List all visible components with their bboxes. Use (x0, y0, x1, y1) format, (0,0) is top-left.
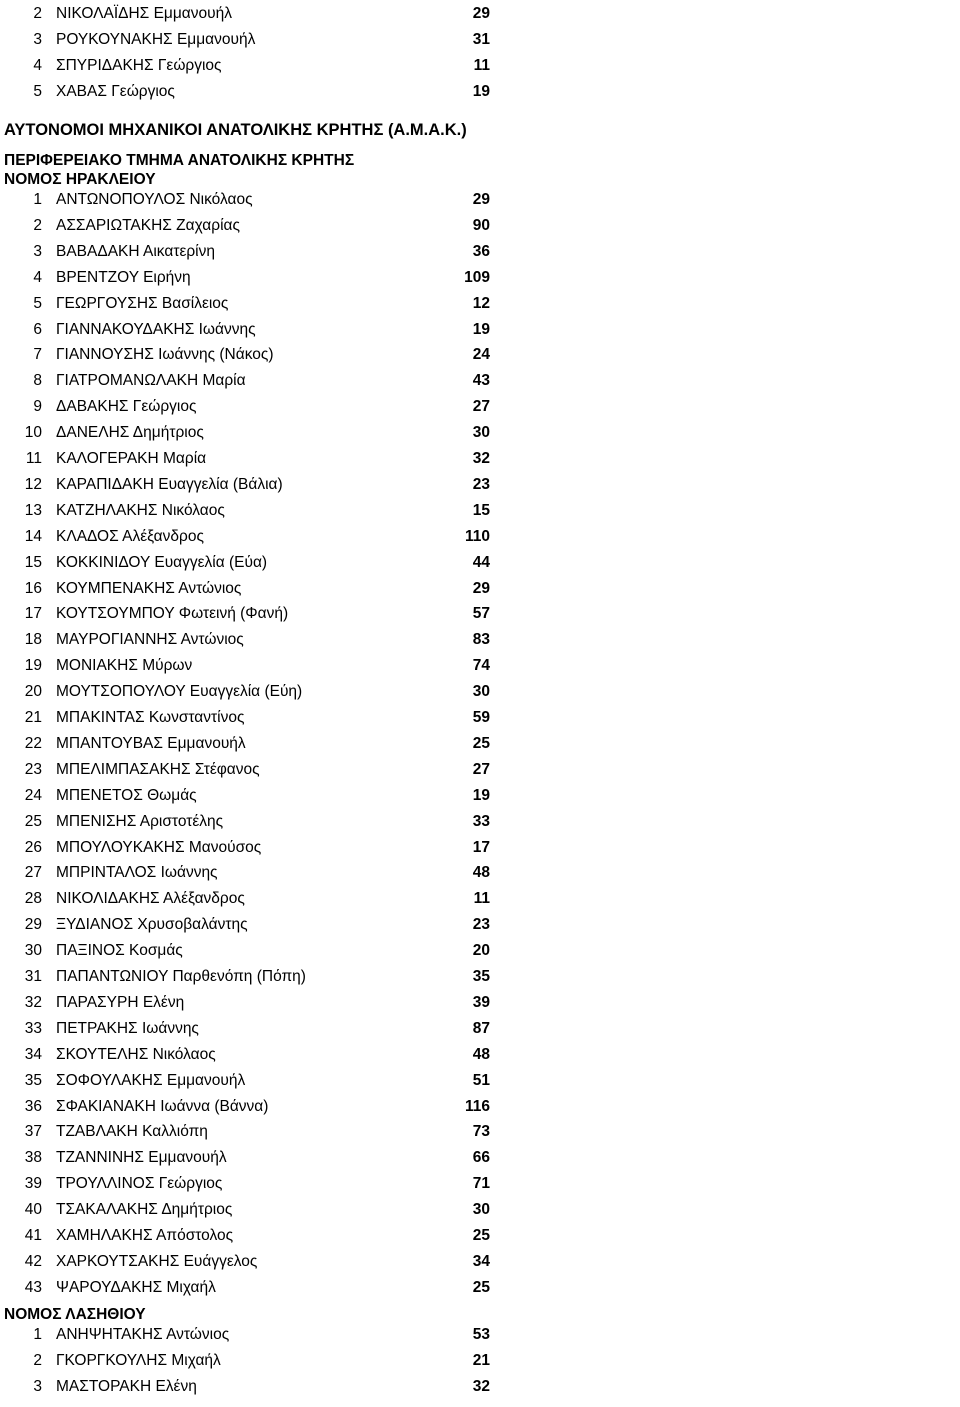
candidate-name: ΜΑΣΤΟΡΑΚΗ Ελένη (56, 1377, 197, 1395)
candidate-number: 5 (33, 82, 42, 100)
candidate-number: 3 (33, 30, 42, 48)
candidate-votes: 87 (472, 1019, 490, 1037)
candidate-number: 11 (25, 450, 42, 467)
candidate-row (0, 1016, 960, 1042)
candidate-name: ΧΑΜΗΛΑΚΗΣ Απόστολος (56, 1227, 234, 1244)
candidate-row (0, 886, 960, 912)
candidate-name: ΚΟΥΤΣΟΥΜΠΟΥ Φωτεινή (Φανή) (56, 605, 289, 623)
candidate-number: 40 (24, 1201, 42, 1219)
candidate-name: ΤΖΑΝΝΙΝΗΣ Εμμανουήλ (56, 1149, 227, 1167)
candidate-name: ΠΑΞΙΝΟΣ Κοσμάς (56, 942, 183, 960)
candidate-number: 18 (24, 631, 42, 649)
candidate-number: 23 (24, 760, 42, 778)
candidate-row (0, 809, 960, 835)
candidate-votes: 110 (464, 527, 490, 545)
candidate-number: 6 (33, 320, 42, 338)
candidate-number: 9 (33, 398, 42, 416)
candidate-number: 38 (24, 1149, 42, 1167)
candidate-row (0, 1374, 960, 1400)
candidate-row (0, 213, 960, 239)
candidate-name: ΜΠΑΚΙΝΤΑΣ Κωνσταντίνος (56, 709, 245, 726)
candidate-votes: 32 (472, 450, 490, 467)
candidate-votes: 25 (472, 1227, 490, 1244)
candidate-number: 41 (24, 1227, 42, 1244)
candidate-votes: 11 (473, 890, 490, 908)
candidate-votes: 39 (472, 993, 490, 1011)
candidate-row (0, 79, 960, 105)
candidate-number: 8 (33, 372, 42, 390)
candidate-number: 3 (33, 1377, 42, 1395)
candidate-row (0, 860, 960, 886)
candidate-name: ΓΙΑΝΝΟΥΣΗΣ Ιωάννης (Νάκος) (56, 346, 274, 364)
candidate-votes: 11 (473, 56, 490, 74)
candidate-number: 28 (24, 890, 42, 908)
candidate-name: ΝΙΚΟΛΙΔΑΚΗΣ Αλέξανδρος (56, 890, 245, 908)
candidate-row (0, 1068, 960, 1094)
candidate-votes: 29 (472, 579, 490, 597)
candidate-number: 7 (33, 346, 42, 364)
candidate-row (0, 342, 960, 368)
candidate-name: ΚΛΑΔΟΣ Αλέξανδρος (56, 527, 204, 545)
candidate-number: 13 (24, 501, 42, 519)
candidate-votes: 21 (472, 1351, 490, 1369)
candidate-name: ΜΠΕΝΕΤΟΣ Θωμάς (56, 786, 197, 804)
prefecture-lasithi-title: ΝΟΜΟΣ ΛΑΣΗΘΙΟΥ (4, 1306, 146, 1323)
candidate-row (0, 1171, 960, 1197)
candidate-row (0, 757, 960, 783)
candidate-name: ΓΚΟΡΓΚΟΥΛΗΣ Μιχαήλ (56, 1351, 221, 1369)
candidate-votes: 33 (472, 812, 490, 830)
candidate-votes: 27 (472, 760, 490, 778)
candidate-votes: 30 (472, 683, 490, 701)
candidate-number: 10 (24, 424, 42, 442)
candidate-votes: 35 (472, 968, 490, 985)
candidate-name: ΣΠΥΡΙΔΑΚΗΣ Γεώργιος (56, 56, 222, 74)
candidate-votes: 73 (472, 1123, 490, 1141)
candidate-row (0, 601, 960, 627)
candidate-row (0, 1223, 960, 1249)
candidate-votes: 36 (472, 242, 490, 260)
candidate-name: ΠΑΠΑΝΤΩΝΙΟΥ Παρθενόπη (Πόπη) (56, 968, 306, 985)
candidate-name: ΓΕΩΡΓΟΥΣΗΣ Βασίλειος (56, 294, 229, 312)
candidate-name: ΜΠΕΛΙΜΠΑΣΑΚΗΣ Στέφανος (56, 760, 260, 778)
candidate-name: ΜΑΥΡΟΓΙΑΝΝΗΣ Αντώνιος (56, 631, 244, 649)
region-title: ΠΕΡΙΦΕΡΕΙΑΚΟ ΤΜΗΜΑ ΑΝΑΤΟΛΙΚΗΣ ΚΡΗΤΗΣ (4, 152, 355, 169)
candidate-votes: 34 (472, 1252, 490, 1270)
candidate-number: 34 (24, 1045, 42, 1063)
candidate-number: 3 (33, 242, 42, 260)
candidate-votes: 31 (472, 30, 490, 48)
candidate-votes: 57 (472, 605, 490, 623)
candidate-name: ΣΚΟΥΤΕΛΗΣ Νικόλαος (56, 1045, 216, 1063)
candidate-name: ΔΑΝΕΛΗΣ Δημήτριος (56, 424, 204, 442)
candidate-row (0, 239, 960, 265)
candidate-votes: 116 (464, 1097, 490, 1115)
candidate-number: 20 (24, 683, 42, 701)
candidate-name: ΤΡΟΥΛΛΙΝΟΣ Γεώργιος (56, 1175, 223, 1193)
candidate-votes: 30 (472, 1201, 490, 1219)
candidate-row (0, 990, 960, 1016)
candidate-votes: 24 (472, 346, 490, 364)
candidate-row (0, 1275, 960, 1301)
candidate-votes: 25 (472, 734, 490, 752)
candidate-name: ΜΠΟΥΛΟΥΚΑΚΗΣ Μανούσος (56, 838, 262, 856)
candidate-votes: 48 (472, 864, 490, 882)
candidate-number: 2 (33, 216, 42, 234)
candidate-name: ΜΠΕΝΙΣΗΣ Αριστοτέλης (56, 812, 224, 830)
candidate-name: ΒΡΕΝΤΖΟΥ Ειρήνη (56, 268, 191, 286)
candidate-row (0, 1322, 960, 1348)
candidate-row (0, 524, 960, 550)
candidate-row (0, 446, 960, 472)
candidate-row (0, 550, 960, 576)
candidate-votes: 44 (472, 553, 490, 571)
candidate-name: ΚΑΤΖΗΛΑΚΗΣ Νικόλαος (56, 501, 225, 519)
candidate-name: ΑΝΤΩΝΟΠΟΥΛΟΣ Νικόλαος (56, 191, 253, 208)
candidate-number: 21 (24, 709, 42, 726)
candidate-row (0, 27, 960, 53)
candidate-votes: 43 (472, 372, 490, 390)
candidate-name: ΚΟΥΜΠΕΝΑΚΗΣ Αντώνιος (56, 579, 242, 597)
candidate-row (0, 705, 960, 731)
candidate-name: ΝΙΚΟΛΑΪΔΗΣ Εμμανουήλ (56, 5, 232, 22)
candidate-number: 31 (24, 968, 42, 985)
candidate-name: ΞΥΔΙΑΝΟΣ Χρυσοβαλάντης (56, 916, 248, 934)
candidate-number: 22 (24, 734, 42, 752)
candidate-row (0, 187, 960, 213)
candidate-row (0, 368, 960, 394)
candidate-number: 26 (24, 838, 42, 856)
candidate-row (0, 783, 960, 809)
candidate-name: ΜΟΝΙΑΚΗΣ Μύρων (56, 657, 193, 675)
candidate-number: 29 (24, 916, 42, 934)
candidate-votes: 32 (472, 1377, 490, 1395)
candidate-votes: 25 (472, 1278, 490, 1296)
candidate-row (0, 498, 960, 524)
candidate-votes: 29 (472, 191, 490, 208)
candidate-number: 2 (33, 1351, 42, 1369)
candidate-votes: 17 (472, 838, 490, 856)
candidate-name: ΠΕΤΡΑΚΗΣ Ιωάννης (56, 1019, 199, 1037)
candidate-number: 14 (24, 527, 42, 545)
candidate-name: ΔΑΒΑΚΗΣ Γεώργιος (56, 398, 197, 416)
candidate-votes: 19 (472, 320, 490, 338)
candidate-row (0, 1197, 960, 1223)
candidate-number: 35 (24, 1071, 42, 1089)
candidate-votes: 48 (472, 1045, 490, 1063)
candidate-row (0, 1249, 960, 1275)
candidate-name: ΒΑΒΑΔΑΚΗ Αικατερίνη (56, 242, 215, 260)
candidate-votes: 74 (472, 657, 490, 675)
candidate-row (0, 394, 960, 420)
candidate-number: 32 (24, 993, 42, 1011)
candidate-votes: 109 (464, 268, 490, 286)
candidate-number: 24 (24, 786, 42, 804)
candidate-votes: 23 (472, 475, 490, 493)
candidate-name: ΧΑΒΑΣ Γεώργιος (56, 82, 175, 100)
candidate-name: ΡΟΥΚΟΥΝΑΚΗΣ Εμμανουήλ (56, 30, 256, 48)
candidate-row (0, 1119, 960, 1145)
candidate-name: ΑΣΣΑΡΙΩΤΑΚΗΣ Ζαχαρίας (56, 216, 240, 234)
candidate-votes: 71 (472, 1175, 490, 1193)
candidate-name: ΚΑΛΟΓΕΡΑΚΗ Μαρία (56, 450, 207, 467)
candidate-row (0, 964, 960, 990)
candidate-votes: 83 (472, 631, 490, 649)
candidate-number: 37 (24, 1123, 42, 1141)
candidate-votes: 59 (472, 709, 490, 726)
candidate-name: ΤΖΑΒΛΑΚΗ Καλλιόπη (56, 1123, 208, 1141)
candidate-row (0, 627, 960, 653)
candidate-name: ΑΝΗΨΗΤΑΚΗΣ Αντώνιος (56, 1326, 230, 1343)
candidate-name: ΓΙΑΤΡΟΜΑΝΩΛΑΚΗ Μαρία (56, 372, 246, 390)
candidate-name: ΚΑΡΑΠΙΔΑΚΗ Ευαγγελία (Βάλια) (56, 475, 283, 493)
candidate-number: 30 (24, 942, 42, 960)
candidate-row (0, 679, 960, 705)
candidate-name: ΜΟΥΤΣΟΠΟΥΛΟΥ Ευαγγελία (Εύη) (56, 683, 303, 701)
candidate-row (0, 1348, 960, 1374)
candidate-name: ΨΑΡΟΥΔΑΚΗΣ Μιχαήλ (56, 1278, 216, 1296)
candidate-number: 1 (33, 191, 42, 208)
party-title: ΑΥΤΟΝΟΜΟΙ ΜΗΧΑΝΙΚΟΙ ΑΝΑΤΟΛΙΚΗΣ ΚΡΗΤΗΣ (Α.Μ.Α.Κ.) (4, 121, 467, 139)
candidate-name: ΓΙΑΝΝΑΚΟΥΔΑΚΗΣ Ιωάννης (56, 320, 256, 338)
candidate-row (0, 576, 960, 602)
candidate-row (0, 731, 960, 757)
candidate-votes: 12 (472, 294, 490, 312)
candidate-number: 36 (24, 1097, 42, 1115)
candidate-name: ΤΣΑΚΑΛΑΚΗΣ Δημήτριος (56, 1201, 233, 1219)
candidate-number: 17 (24, 605, 42, 623)
candidate-votes: 19 (472, 82, 490, 100)
candidate-row (0, 912, 960, 938)
candidate-votes: 20 (472, 942, 490, 960)
candidate-row (0, 1, 960, 27)
candidate-votes: 23 (472, 916, 490, 934)
candidate-row (0, 938, 960, 964)
candidate-number: 4 (33, 56, 42, 74)
candidate-number: 42 (24, 1252, 42, 1270)
candidate-number: 2 (33, 5, 42, 22)
prefecture-heraklion-title: ΝΟΜΟΣ ΗΡΑΚΛΕΙΟΥ (4, 171, 156, 188)
candidate-votes: 30 (472, 424, 490, 442)
candidate-row (0, 420, 960, 446)
candidate-votes: 27 (472, 398, 490, 416)
candidate-number: 15 (24, 553, 42, 571)
candidate-number: 16 (24, 579, 42, 597)
candidate-row (0, 472, 960, 498)
candidate-row (0, 835, 960, 861)
candidate-row (0, 317, 960, 343)
candidate-row (0, 1042, 960, 1068)
candidate-name: ΜΠΑΝΤΟΥΒΑΣ Εμμανουήλ (56, 734, 246, 752)
candidate-row (0, 1094, 960, 1120)
candidate-votes: 51 (472, 1071, 490, 1089)
candidate-number: 5 (33, 294, 42, 312)
candidate-votes: 53 (472, 1326, 490, 1343)
candidate-votes: 15 (472, 501, 490, 519)
candidate-name: ΚΟΚΚΙΝΙΔΟΥ Ευαγγελία (Εύα) (56, 553, 268, 571)
candidate-name: ΠΑΡΑΣΥΡΗ Ελένη (56, 993, 185, 1011)
candidate-name: ΣΟΦΟΥΛΑΚΗΣ Εμμανουήλ (56, 1071, 246, 1089)
candidate-row (0, 53, 960, 79)
candidate-name: ΜΠΡΙΝΤΑΛΟΣ Ιωάννης (56, 864, 218, 882)
candidate-row (0, 265, 960, 291)
candidate-votes: 90 (472, 216, 490, 234)
candidate-number: 25 (24, 812, 42, 830)
candidate-votes: 29 (472, 5, 490, 22)
candidate-number: 19 (24, 657, 42, 675)
candidate-number: 39 (24, 1175, 42, 1193)
candidate-number: 1 (33, 1326, 42, 1343)
candidate-votes: 19 (472, 786, 490, 804)
candidate-row (0, 653, 960, 679)
candidate-number: 33 (24, 1019, 42, 1037)
candidate-number: 4 (33, 268, 42, 286)
candidate-votes: 66 (472, 1149, 490, 1167)
candidate-number: 12 (24, 475, 42, 493)
candidate-name: ΧΑΡΚΟΥΤΣΑΚΗΣ Ευάγγελος (56, 1252, 258, 1270)
candidate-number: 43 (24, 1278, 42, 1296)
candidate-number: 27 (24, 864, 42, 882)
candidate-name: ΣΦΑΚΙΑΝΑΚΗ Ιωάννα (Βάννα) (56, 1097, 269, 1115)
candidate-row (0, 1145, 960, 1171)
candidate-row (0, 291, 960, 317)
